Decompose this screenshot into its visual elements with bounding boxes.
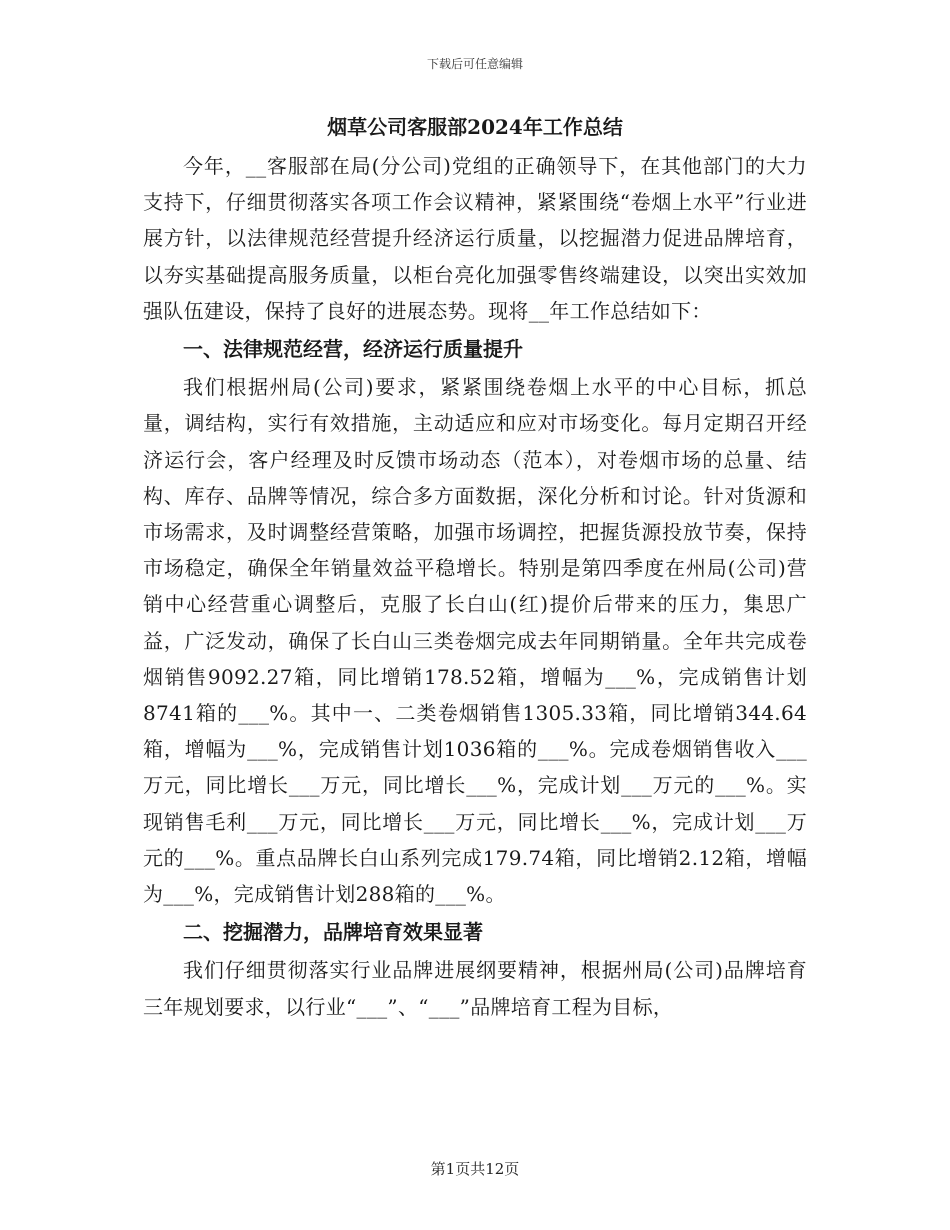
section-1-heading: 一、法律规范经营，经济运行质量提升	[183, 337, 523, 362]
section-1-paragraph: 我们根据州局(公司)要求，紧紧围绕卷烟上水平的中心目标，抓总量，调结构，实行有效措施，主动适应和应对市场变化。每月定期召开经济运行会，客户经理及时反馈市场动态（范本），对卷烟市场的总量、结构、库存、品牌等情况，综合多方面数据，深化分析和讨论。针对货源和市场需求，及时调整经营策略，加强市场调控，把握货源投放节奏，保持市场稳定，确保全年销量效益平稳增长。特别是第四季度在州局(公司)营销中心经营重心调整后，克服了长白山(红)提价后带来的压力，集思广益，广泛发动，确保了长白山三类卷烟完成去年同期销量。全年共完成卷烟销售9092.27箱，同比增销178.52箱，增幅为___%，完成销售计划8741箱的___%。其中一、二类卷烟销售1305.33箱，同比增销344.64箱，增幅为___%，完成销售计划1036箱的___%。完成卷烟销售收入___万元，同比增长___万元，同比增长___%，完成计划___万元的___%。实现销售毛利___万元，同比增长___万元，同比增长___%，完成计划___万元的___%。重点品牌长白山系列完成179.74箱，同比增销2.12箱，增幅为___%，完成销售计划288箱的___%。	[143, 375, 807, 907]
section-2-paragraph: 我们仔细贯彻落实行业品牌进展纲要精神，根据州局(公司)品牌培育三年规划要求，以行业“___”、“___”品牌培育工程为目标，	[143, 958, 807, 1019]
document-title: 烟草公司客服部2024年工作总结	[327, 115, 623, 139]
header-note: 下载后可任意编辑	[426, 57, 523, 71]
section-2-heading: 二、挖掘潜力，品牌培育效果显著	[183, 920, 483, 945]
page-footer: 第1页共12页	[430, 1160, 520, 1178]
intro-paragraph: 今年，__客服部在局(分公司)党组的正确领导下，在其他部门的大力支持下，仔细贯彻落实各项工作会议精神，紧紧围绕“卷烟上水平”行业进展方针，以法律规范经营提升经济运行质量，以挖掘潜力促进品牌培育，以夯实基础提高服务质量，以柜台亮化加强零售终端建设，以突出实效加强队伍建设，保持了良好的进展态势。现将__年工作总结如下：	[143, 154, 807, 323]
document-body	[143, 110, 807, 1025]
